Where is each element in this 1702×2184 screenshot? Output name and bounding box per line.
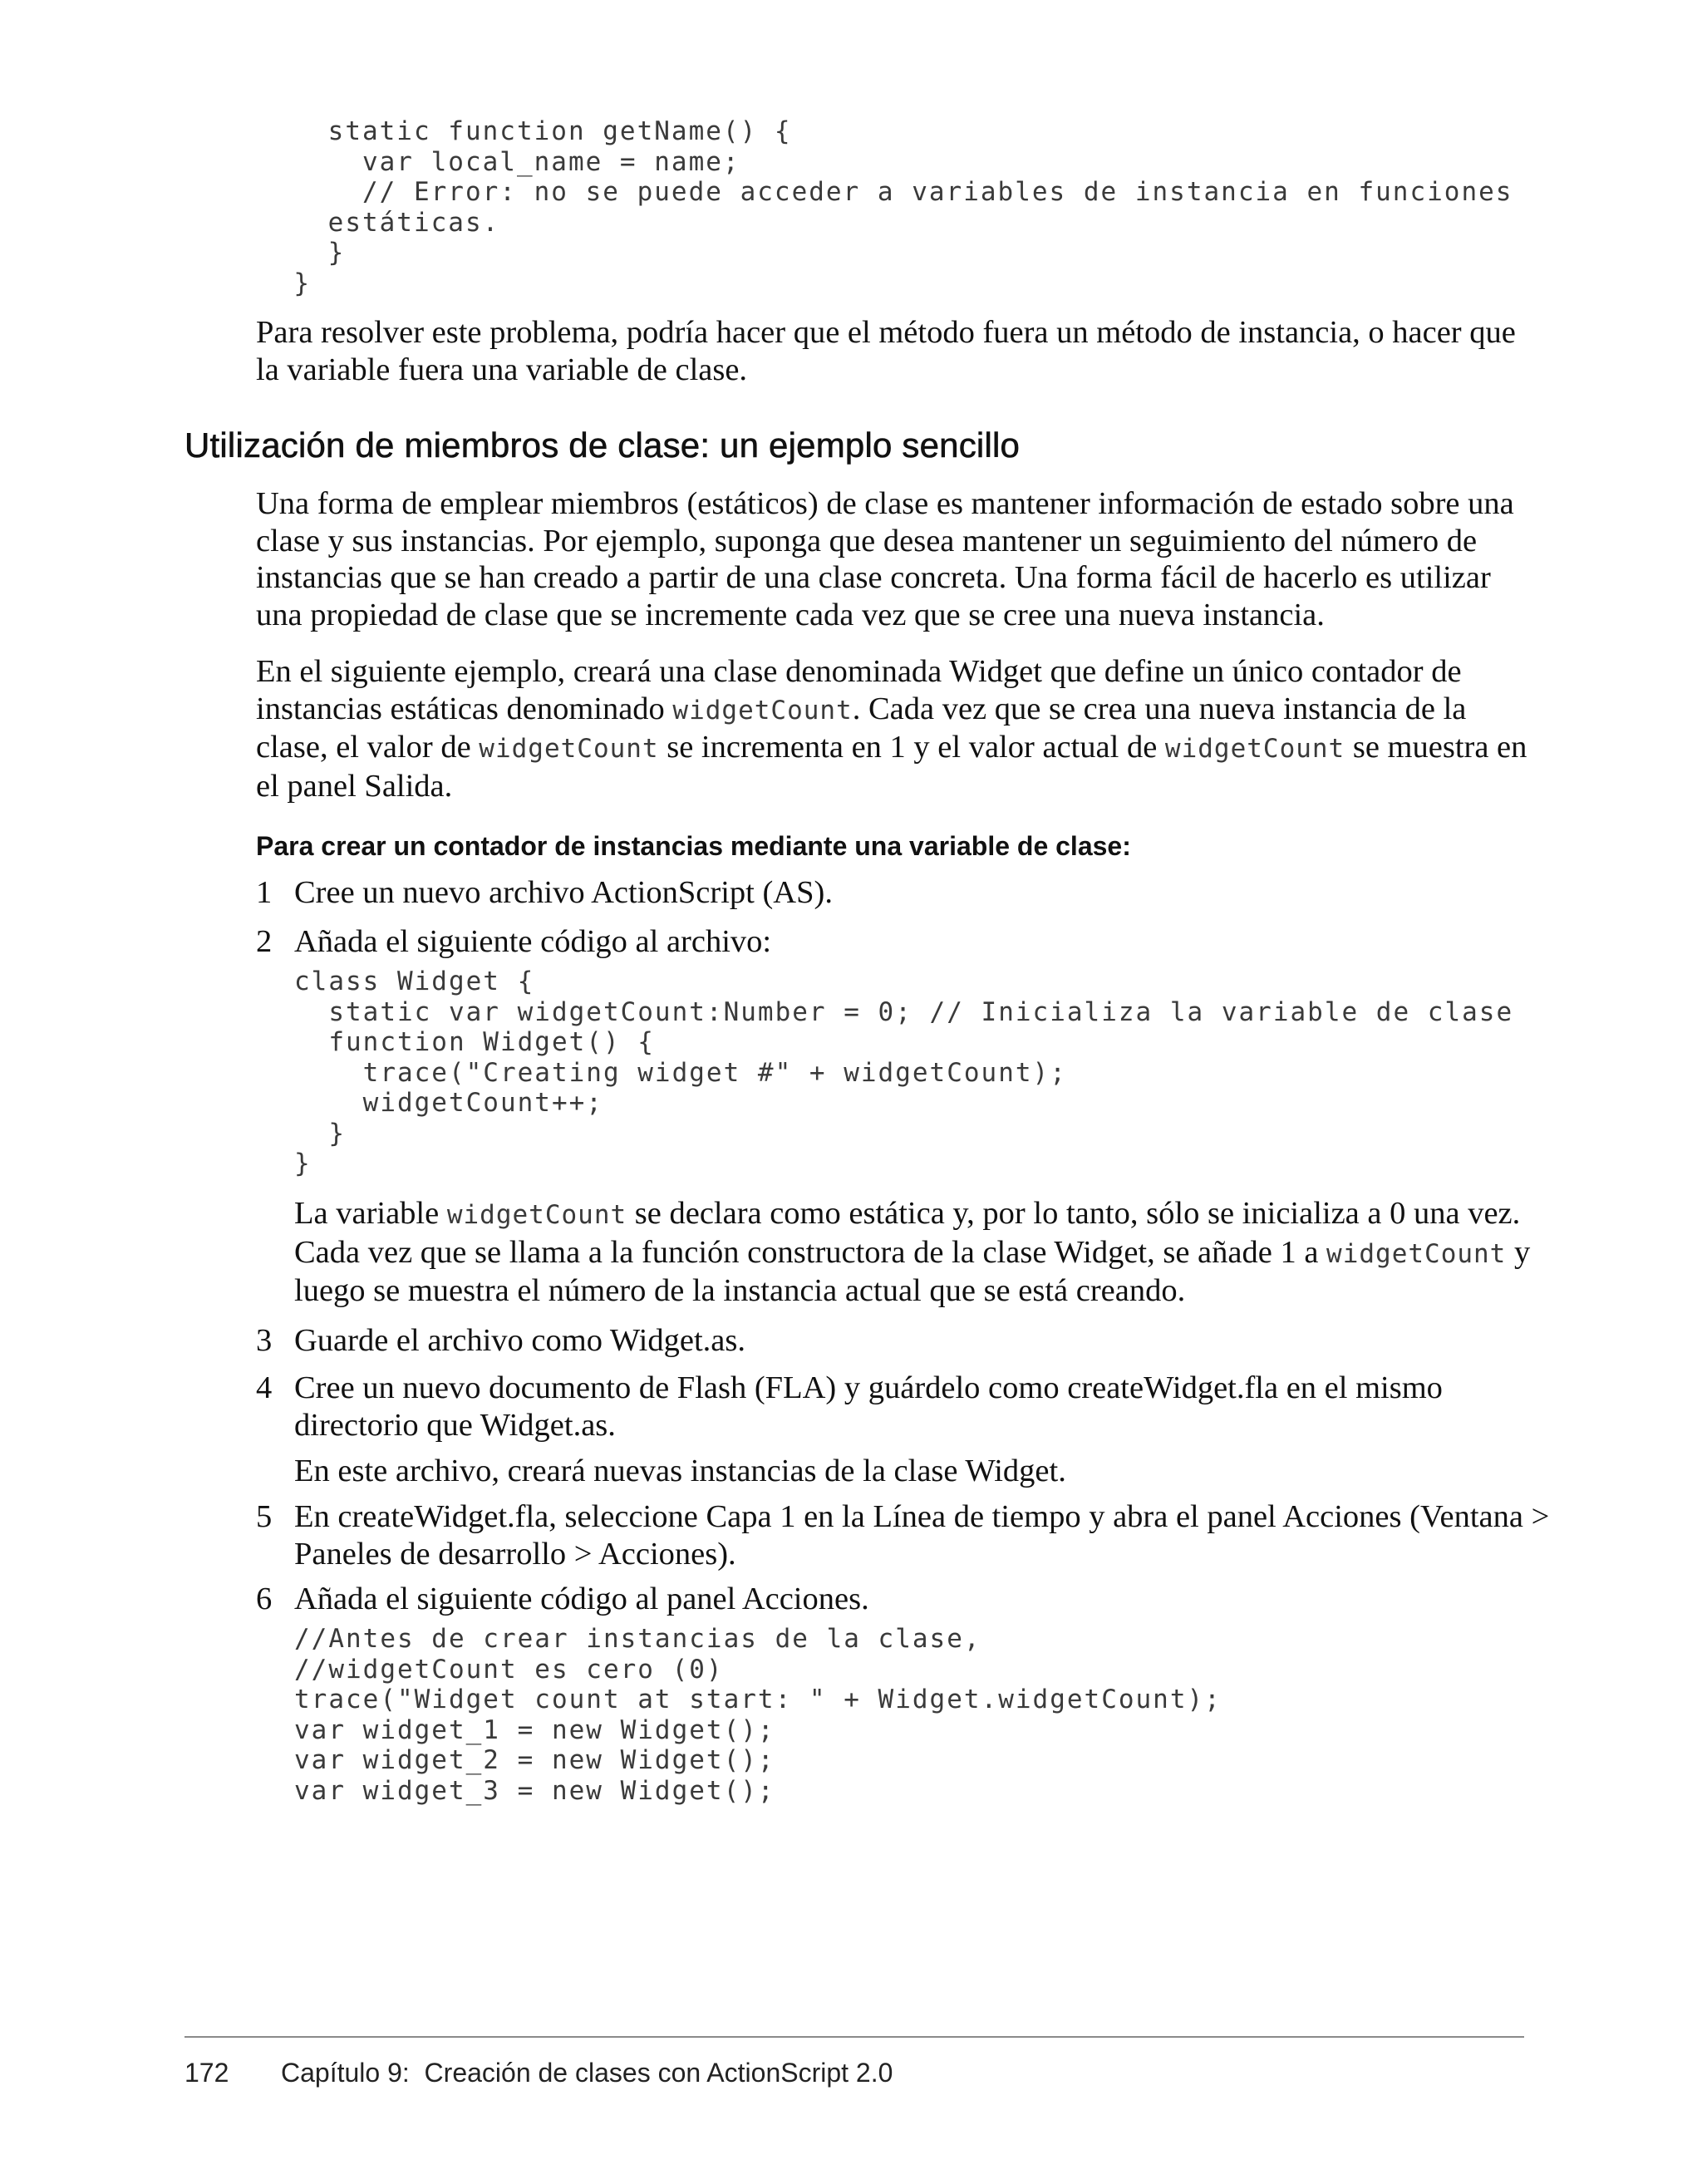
code-line: function Widget() { [294, 1027, 655, 1057]
chapter-title: Capítulo 9: Creación de clases con ActionScript 2.0 [281, 2058, 893, 2088]
code-line: var widget_3 = new Widget(); [294, 1775, 775, 1806]
step-number: 1 [256, 875, 273, 910]
code-line: class Widget { [294, 967, 535, 996]
code-line: } [294, 1118, 346, 1149]
step-text: Cree un nuevo documento de Flash (FLA) y guárdelo como createWidget.fla en el mismo directorio que Widget.as. [294, 1370, 1443, 1443]
code-line: trace("Widget count at start: " + Widget.widgetCount); [294, 1685, 1222, 1714]
inline-code-widgetcount: widgetCount [672, 695, 853, 726]
text-run: . Cada vez que se crea una nueva instancia de la clase, el valor de [256, 691, 1467, 765]
code-line: // Error: no se puede acceder a variables de instancia en funciones [259, 177, 1513, 207]
inline-code-widgetcount: widgetCount [479, 734, 659, 764]
text-run: En el siguiente ejemplo, creará una clase denominada Widget que define un único contador de instancias estáticas denominado [256, 654, 1462, 726]
code-line: static function getName() { [259, 116, 792, 146]
step-number: 3 [256, 1323, 273, 1358]
step-number: 6 [256, 1581, 273, 1616]
text-run: La variable [294, 1196, 447, 1231]
footer-divider [184, 2036, 1524, 2038]
step-number: 2 [256, 924, 273, 959]
code-block-actions-panel [294, 1624, 1222, 1806]
step-text: Guarde el archivo como Widget.as. [294, 1323, 745, 1358]
paragraph-resolve-problem: Para resolver este problema, podría hacer que el método fuera un método de instancia, o hacer que la variable fuera una variable de clase. [256, 315, 1516, 387]
text-run: se declara como estática y, por lo tanto, sólo se inicializa a 0 una vez. Cada vez que se llama a la función constructora de la clase Widget, se añade 1 a [294, 1196, 1521, 1270]
code-line: var widget_1 = new Widget(); [294, 1714, 775, 1745]
code-line: } [259, 238, 346, 268]
step-number: 4 [256, 1370, 273, 1405]
code-line: var widget_2 = new Widget(); [294, 1745, 775, 1775]
step-text: Añada el siguiente código al panel Acciones. [294, 1581, 869, 1616]
paragraph-widget-example [256, 653, 1532, 804]
code-line: } [259, 268, 311, 298]
step-number: 5 [256, 1499, 273, 1534]
code-block-widget-class [294, 967, 1513, 1179]
section-title: Utilización de miembros de clase: un ejemplo sencillo [184, 425, 1021, 465]
code-line: estáticas. [259, 207, 500, 238]
code-line: //widgetCount es cero (0) [294, 1654, 724, 1685]
code-line: trace("Creating widget #" + widgetCount); [294, 1057, 1067, 1088]
inline-code-widgetcount: widgetCount [1164, 734, 1345, 764]
text-run: se muestra en el panel Salida. [256, 730, 1527, 804]
step-note [294, 1195, 1557, 1310]
step-text: Añada el siguiente código al archivo: [294, 924, 772, 959]
step-note: En este archivo, creará nuevas instancias de la clase Widget. [294, 1454, 1066, 1488]
step-text: En createWidget.fla, seleccione Capa 1 en la Línea de tiempo y abra el panel Acciones (Ventana > Paneles de desarrollo > Acciones). [294, 1499, 1550, 1572]
text-run: y luego se muestra el número de la instancia actual que se está creando. [294, 1234, 1531, 1308]
code-line: widgetCount++; [294, 1088, 603, 1118]
inline-code-widgetcount: widgetCount [1326, 1238, 1507, 1269]
code-line: } [294, 1149, 312, 1178]
code-line: var local_name = name; [259, 146, 740, 177]
code-block-get-name [259, 116, 1513, 298]
inline-code-widgetcount: widgetCount [446, 1200, 627, 1230]
code-line: static var widgetCount:Number = 0; // Inicializa la variable de clase [294, 996, 1514, 1027]
paragraph-class-members-intro: Una forma de emplear miembros (estáticos) de clase es mantener información de estado sobre una clase y sus instancias. Por ejemplo, suponga que desea mantener un seguimiento del número de instancias que se han creado a partir de una clase concreta. Una forma fácil de hacerlo es utilizar una propiedad de clase que se incremente cada vez que se cree una nueva instancia. [256, 486, 1514, 632]
code-line: //Antes de crear instancias de la clase, [294, 1624, 981, 1654]
page-number: 172 [184, 2058, 229, 2088]
text-run: se incrementa en 1 y el valor actual de [658, 730, 1165, 765]
step-text: Cree un nuevo archivo ActionScript (AS). [294, 875, 833, 910]
procedure-title: Para crear un contador de instancias mediante una variable de clase: [256, 831, 1131, 861]
